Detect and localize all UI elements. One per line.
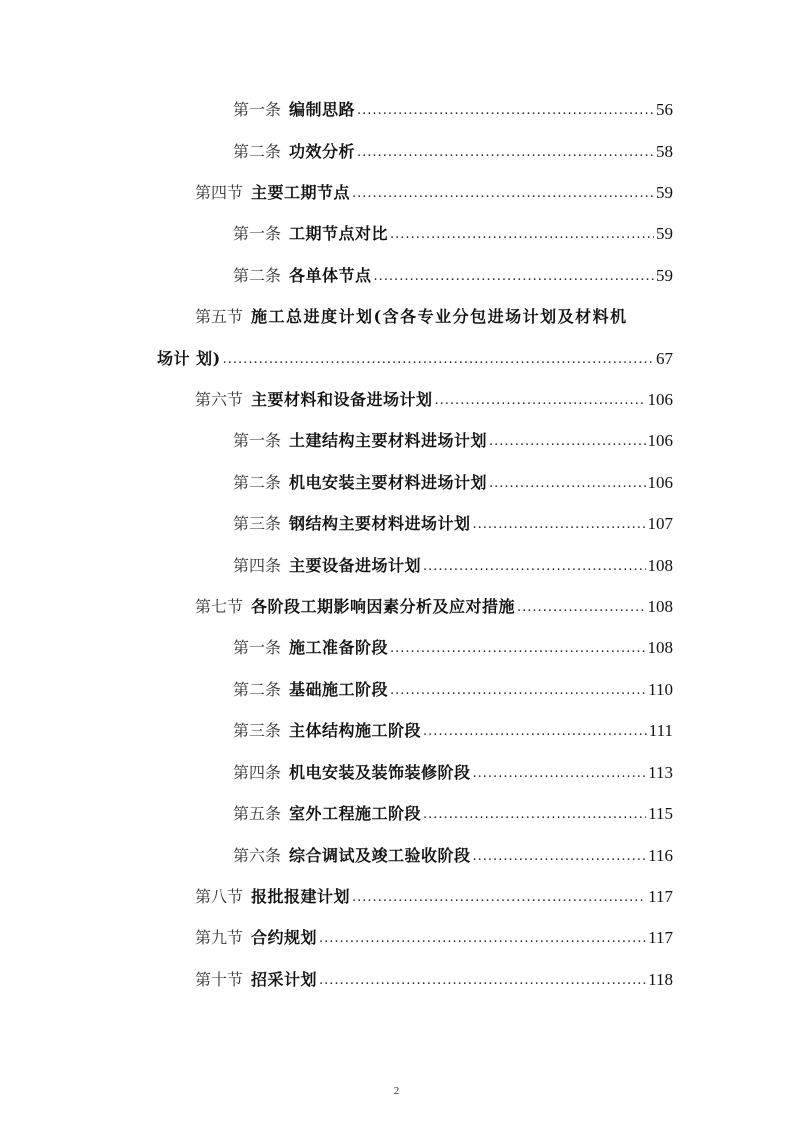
toc-entry[interactable] — [195, 924, 673, 948]
toc-leader-dots — [390, 682, 646, 700]
toc-entry[interactable] — [195, 593, 673, 617]
toc-entry-number: 第二条 — [233, 266, 282, 285]
toc-leader-dots — [390, 640, 645, 658]
toc-entry-title: 招采计划 — [251, 970, 318, 989]
toc-entry[interactable] — [233, 842, 673, 866]
toc-leader-dots — [319, 972, 646, 990]
toc-leader-dots — [223, 351, 654, 369]
toc-entry[interactable] — [233, 96, 673, 120]
toc-entry-number: 第九节 — [195, 928, 244, 947]
toc-entry-page: 115 — [648, 804, 673, 823]
toc-leader-dots — [319, 930, 646, 948]
toc-leader-dots — [357, 102, 654, 120]
toc-entry-title: 各单体节点 — [289, 266, 372, 285]
toc-entry-title: 机电安装主要材料进场计划 — [289, 473, 488, 492]
toc-leader-dots — [489, 475, 645, 493]
toc-leader-dots — [517, 599, 645, 617]
toc-leader-dots — [374, 268, 654, 286]
toc-entry-title: 施工准备阶段 — [289, 638, 389, 657]
toc-entry-page: 107 — [647, 514, 673, 533]
toc-entry-page: 108 — [647, 638, 673, 657]
toc-entry-number: 第二条 — [233, 680, 282, 699]
toc-entry-page: 56 — [656, 100, 673, 119]
toc-leader-dots — [423, 723, 647, 741]
toc-entry-number: 第二条 — [233, 142, 282, 161]
toc-entry-title: 工期节点对比 — [289, 224, 389, 243]
toc-entry-title: 综合调试及竣工验收阶段 — [289, 846, 471, 865]
toc-leader-dots — [357, 144, 654, 162]
toc-entry[interactable] — [195, 386, 673, 410]
toc-entry-number: 第一条 — [233, 100, 282, 119]
toc-entry-title: 主体结构施工阶段 — [289, 721, 422, 740]
toc-leader-dots — [423, 806, 646, 824]
toc-entry-title: 主要工期节点 — [251, 183, 351, 202]
toc-entry[interactable] — [233, 220, 673, 244]
toc-entry-number: 第三条 — [233, 514, 282, 533]
toc-entry-title: 钢结构主要材料进场计划 — [289, 514, 471, 533]
toc-entry-number: 第八节 — [195, 887, 244, 906]
toc-leader-dots — [473, 765, 647, 783]
toc-entry-number: 第七节 — [195, 597, 244, 616]
toc-entry[interactable] — [233, 552, 673, 576]
toc-entry-page: 59 — [656, 266, 673, 285]
toc-leader-dots — [423, 558, 645, 576]
toc-entry-number: 第六条 — [233, 846, 282, 865]
toc-entry-page: 58 — [656, 142, 673, 161]
toc-entry-title: 室外工程施工阶段 — [289, 804, 422, 823]
toc-entry-page: 106 — [647, 473, 673, 492]
toc-entry-title: 各阶段工期影响因素分析及应对措施 — [251, 597, 516, 616]
toc-entry-number: 第四节 — [195, 183, 244, 202]
toc-leader-dots — [435, 392, 646, 410]
toc-entry-page: 106 — [647, 390, 673, 409]
toc-entry-title: 基础施工阶段 — [289, 680, 389, 699]
toc-entry-page: 67 — [656, 349, 673, 368]
toc-entry[interactable] — [195, 883, 673, 907]
toc-entry[interactable] — [233, 676, 673, 700]
toc-entry-number: 第十节 — [195, 970, 244, 989]
toc-entry-number: 第五节 — [195, 307, 244, 326]
toc-entry-number: 第三条 — [233, 721, 282, 740]
toc-entry-page: 59 — [656, 183, 673, 202]
toc-entry-page: 111 — [648, 721, 673, 740]
toc-entry[interactable] — [233, 427, 673, 451]
toc-entry-number: 第六节 — [195, 390, 244, 409]
toc-entry-title: 报批报建计划 — [251, 887, 351, 906]
toc-entry-number: 第四条 — [233, 763, 282, 782]
toc-entry[interactable] — [233, 717, 673, 741]
toc-entry-wrapped-line2[interactable] — [157, 345, 673, 369]
toc-leader-dots — [352, 185, 654, 203]
toc-entry-page: 113 — [648, 763, 673, 782]
toc-entry-title: 机电安装及装饰装修阶段 — [289, 763, 471, 782]
toc-entry-title: 土建结构主要材料进场计划 — [289, 431, 488, 450]
toc-entry-title: 主要设备进场计划 — [289, 556, 422, 575]
toc-entry-number: 第二条 — [233, 473, 282, 492]
toc-entry-number: 第五条 — [233, 804, 282, 823]
toc-entry-number: 第一条 — [233, 224, 282, 243]
toc-entry-wrapped-line1[interactable] — [195, 303, 673, 327]
toc-entry[interactable] — [195, 966, 673, 990]
toc-leader-dots — [390, 226, 654, 244]
toc-entry-title: 合约规划 — [251, 928, 318, 947]
toc-leader-dots — [473, 516, 646, 534]
toc-entry-title: 主要材料和设备进场计划 — [251, 390, 433, 409]
toc-entry[interactable] — [195, 179, 673, 203]
toc-entry-page: 59 — [656, 224, 673, 243]
toc-leader-dots — [473, 848, 647, 866]
toc-entry-page: 110 — [648, 680, 673, 699]
toc-entry-page: 116 — [648, 846, 673, 865]
toc-entry-page: 108 — [647, 597, 673, 616]
page-number: 2 — [393, 1085, 400, 1097]
toc-entry-number: 第四条 — [233, 556, 282, 575]
toc-entry-title: 编制思路 — [289, 100, 356, 119]
toc-entry-title: 施工总进度计划(含各专业分包进场计划及材料机 — [251, 307, 628, 326]
toc-entry[interactable] — [233, 634, 673, 658]
toc-entry-page: 108 — [647, 556, 673, 575]
toc-entry-page: 118 — [648, 970, 673, 989]
toc-leader-dots — [352, 889, 646, 907]
toc-entry[interactable] — [233, 759, 673, 783]
toc-entry-number: 第一条 — [233, 638, 282, 657]
toc-entry-title-continued: 场计 划) — [157, 349, 221, 368]
toc-leader-dots — [489, 433, 645, 451]
toc-entry[interactable] — [233, 262, 673, 286]
toc-entry[interactable] — [233, 138, 673, 162]
toc-entry-number: 第一条 — [233, 431, 282, 450]
toc-entry-page: 106 — [647, 431, 673, 450]
toc-entry[interactable] — [233, 800, 673, 824]
toc-entry-page: 117 — [648, 887, 673, 906]
toc-entry-title: 功效分析 — [289, 142, 356, 161]
toc-entry[interactable] — [233, 469, 673, 493]
toc-entry[interactable] — [233, 510, 673, 534]
toc-entry-page: 117 — [648, 928, 673, 947]
